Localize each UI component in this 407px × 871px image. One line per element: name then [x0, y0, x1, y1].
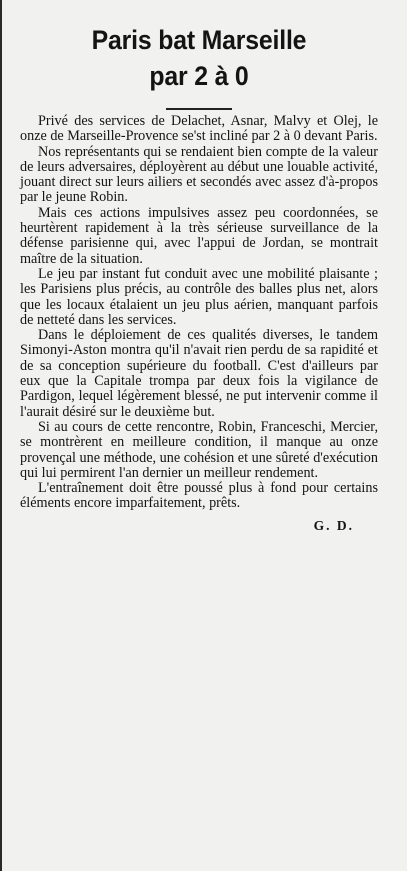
newspaper-article [18, 0, 380, 871]
column-divider [0, 0, 2, 871]
headline-line-2: par 2 à 0 [149, 61, 249, 91]
headline-line-1: Paris bat Marseille [91, 25, 307, 55]
article-body [18, 114, 380, 512]
article-headline [32, 0, 365, 94]
paragraph-2: Nos représentants qui se rendaient bien compte de la valeur de leurs adversaires, déployèrent au début une louable activité, jouant direct sur leurs ailiers et secondés avec assez d'à-propos par le jeune Robin. [20, 143, 378, 206]
paragraph-4: Le jeu par instant fut conduit avec une mobilité plaisante ; les Parisiens plus précis, au contrôle des balles plus net, alors que les locaux étalaient un jeu plus aérien, manquant parfois de netteté dans les services. [20, 265, 378, 328]
paragraph-5: Dans le déploiement de ces qualités diverses, le tandem Simonyi-Aston montra qu'il n'avait rien perdu de sa rapidité et de sa conception supérieure du football. C'est d'ailleurs par eux que la Capitale trompa par deux fois la vigilance de Pardigon, lequel légèrement blessé, ne put intervenir comme il l'aurait désiré sur le deuxième but. [20, 327, 378, 420]
author-signature: G. D. [313, 517, 354, 533]
paragraph-1: Privé des services de Delachet, Asnar, Malvy et Olej, le onze de Marseille-Provence se'st incliné par 2 à 0 devant Paris. [20, 113, 378, 145]
paragraph-6: Si au cours de cette rencontre, Robin, Franceschi, Mercier, se montrèrent en meilleure condition, il manque au onze provençal une méthode, une cohésion et une sûreté d'exécution qui lui permirent l'an dernier un meilleur rendement. [20, 418, 378, 481]
headline-separator [166, 108, 232, 110]
paragraph-3: Mais ces actions impulsives assez peu coordonnées, se heurtèrent rapidement à la très sérieuse surveillance de la défense parisienne qui, avec l'appui de Jordan, se montrait maître de la situation. [20, 204, 378, 267]
paragraph-7: L'entraînement doit être poussé plus à fond pour certains éléments encore imparfaitement, prêts. [20, 480, 378, 512]
